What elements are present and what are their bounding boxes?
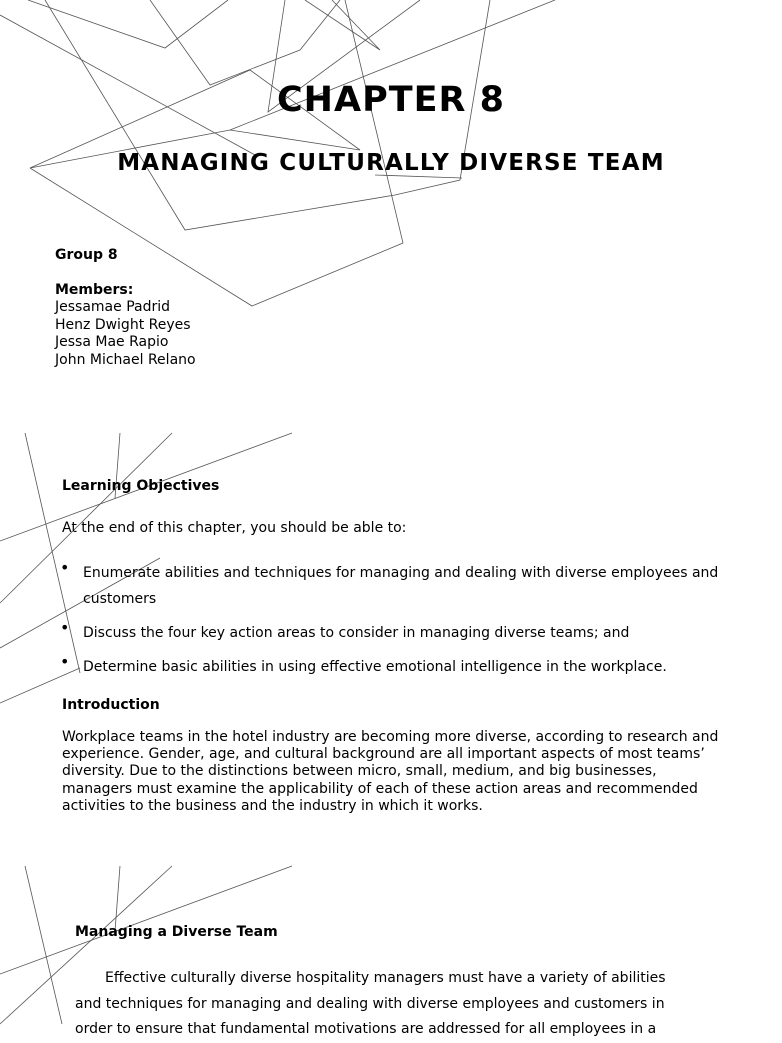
introduction-heading: Introduction xyxy=(62,697,160,713)
document-title: MANAGING CULTURALLY DIVERSE TEAM xyxy=(117,150,665,176)
bullet-icon: • xyxy=(60,618,70,637)
members-label: Members: xyxy=(55,281,134,298)
list-item: • Discuss the four key action areas to consider in managing diverse teams; and xyxy=(62,620,722,646)
chapter-title: CHAPTER 8 xyxy=(277,80,505,120)
learning-objectives-heading: Learning Objectives xyxy=(62,478,220,494)
group-label: Group 8 xyxy=(55,247,118,263)
managing-body: Effective culturally diverse hospitality managers must have a variety of abilities and techniques for managing and dealing with diverse employees and customers in order to ensure that fundamental motivations are addressed for all employees in a xyxy=(75,970,666,1037)
objectives-page xyxy=(0,433,768,866)
objectives-intro: At the end of this chapter, you should be able to: xyxy=(62,520,407,536)
list-item: • Determine basic abilities in using effective emotional intelligence in the workplace. xyxy=(62,654,722,680)
group-info xyxy=(55,247,196,369)
objectives-content xyxy=(62,478,722,815)
managing-content xyxy=(75,924,695,1043)
member-name: Jessa Mae Rapio xyxy=(55,334,169,350)
bullet-icon: • xyxy=(60,652,70,671)
managing-page xyxy=(0,866,768,1037)
introduction-body: Workplace teams in the hotel industry are becoming more diverse, according to research and experience. Gender, age, and cultural background are all important aspects of most teams’ diversity. Due to the distinctions between micro, small, medium, and big businesses, managers must examine the applicability of each of these action areas and recommended activities to the business and the industry in which it works. xyxy=(62,729,719,814)
cover-page xyxy=(0,0,768,433)
bullet-icon: • xyxy=(60,558,70,577)
member-name: John Michael Relano xyxy=(55,351,196,368)
managing-heading: Managing a Diverse Team xyxy=(75,924,278,940)
objectives-list xyxy=(62,560,722,680)
member-name: Jessamae Padrid xyxy=(55,299,171,315)
list-item: • Enumerate abilities and techniques for managing and dealing with diverse employees and customers xyxy=(62,560,722,612)
member-name: Henz Dwight Reyes xyxy=(55,316,191,333)
